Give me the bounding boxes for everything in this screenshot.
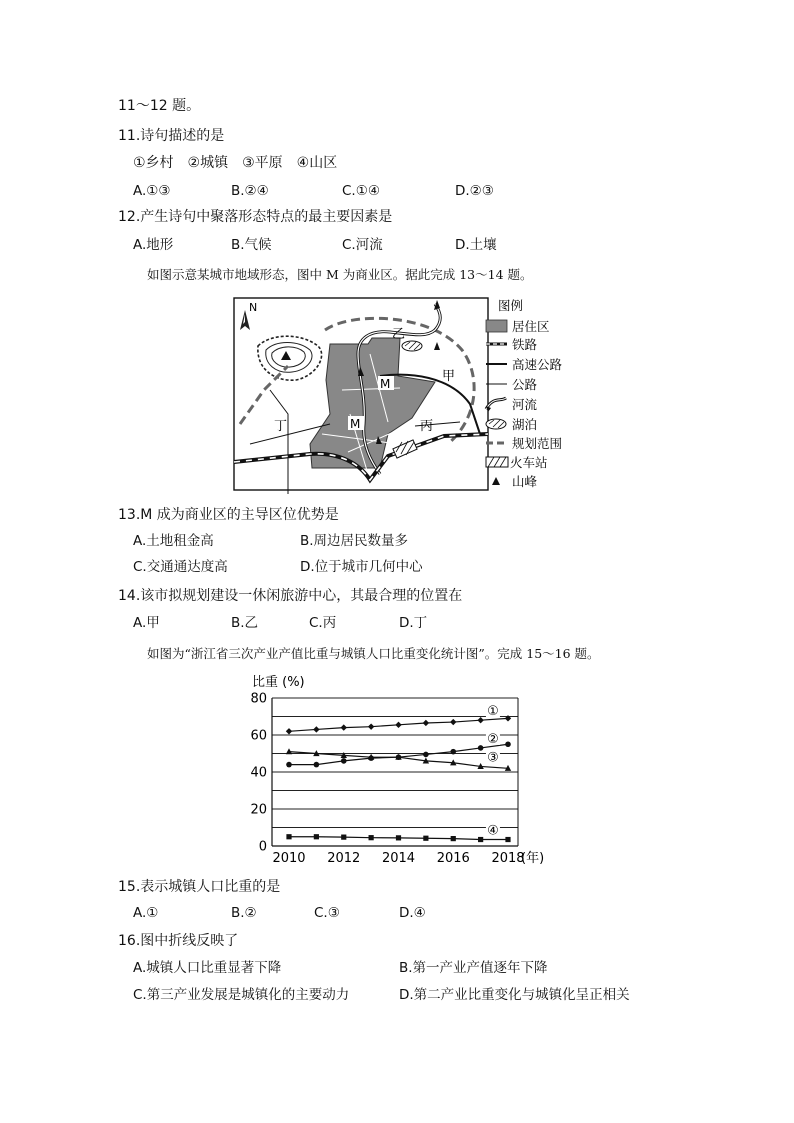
label-m-upper (378, 376, 394, 391)
y-tick-label: 80 (250, 691, 267, 707)
svg-text:铁路: 铁路 (512, 337, 538, 352)
series-label: ② (487, 731, 499, 747)
q11-items: ①乡村 ②城镇 ③平原 ④山区 (133, 155, 338, 171)
svg-text:湖泊: 湖泊 (512, 417, 538, 432)
legend-planning-range (486, 436, 562, 451)
svg-text:山峰: 山峰 (512, 474, 538, 489)
data-point (341, 724, 347, 730)
legend-train-station (486, 455, 548, 470)
x-axis-label: (年) (521, 851, 545, 866)
intro-tail: 11～12 题。 (118, 98, 201, 114)
data-point (450, 749, 456, 755)
legend-river (486, 397, 538, 412)
q11-stem: 11.诗句描述的是 (118, 128, 225, 144)
y-tick-label: 40 (250, 765, 267, 781)
q16-option-b[interactable]: B.第一产业产值逐年下降 (399, 960, 548, 976)
data-point (314, 834, 319, 839)
x-tick-label: 2018 (491, 851, 525, 866)
chart-ylabel: 比重 (%) (252, 675, 305, 690)
q12-option-b[interactable]: B.气候 (231, 237, 272, 253)
line-chart (240, 672, 550, 868)
svg-text:M: M (380, 377, 391, 391)
data-point (395, 722, 401, 728)
chart-intro: 如图为“浙江省三次产业产值比重与城镇人口比重变化统计图”。完成 15～16 题。 (147, 646, 600, 661)
data-point (423, 720, 429, 726)
q13-option-b[interactable]: B.周边居民数量多 (300, 533, 409, 549)
svg-text:居住区: 居住区 (512, 319, 550, 334)
x-tick-label: 2014 (381, 851, 416, 866)
q14-option-c[interactable]: C.丙 (309, 615, 337, 631)
data-point (478, 837, 483, 842)
svg-text:规划范围: 规划范围 (512, 436, 563, 451)
q16-option-a[interactable]: A.城镇人口比重显著下降 (133, 960, 282, 976)
y-tick-label: 0 (258, 839, 267, 855)
q13-option-a[interactable]: A.土地租金高 (133, 533, 214, 549)
legend-expressway (486, 357, 563, 372)
q13-option-c[interactable]: C.交通通达度高 (133, 559, 228, 575)
legend-title: 图例 (498, 298, 524, 313)
q12-option-c[interactable]: C.河流 (342, 237, 383, 253)
q15-option-b[interactable]: B.② (231, 905, 257, 921)
svg-text:高速公路: 高速公路 (512, 357, 563, 372)
legend-residential (486, 319, 550, 334)
legend-peak (492, 474, 538, 489)
q16-option-d[interactable]: D.第二产业比重变化与城镇化呈正相关 (399, 987, 630, 1003)
data-point (341, 758, 347, 764)
q14-option-b[interactable]: B.乙 (231, 615, 259, 631)
city-map (230, 294, 565, 494)
q16-stem: 16.图中折线反映了 (118, 933, 239, 949)
x-tick-label: 2012 (327, 851, 361, 866)
label-yi: 乙 (392, 327, 406, 342)
x-tick-label: 2016 (436, 851, 470, 866)
legend-lake (486, 417, 537, 432)
data-point (286, 728, 292, 734)
q11-option-a[interactable]: A.①③ (133, 183, 171, 199)
x-tick-label: 2010 (272, 851, 306, 866)
q13-stem: 13.M 成为商业区的主导区位优势是 (118, 507, 339, 523)
q14-option-a[interactable]: A.甲 (133, 615, 160, 631)
flow-arrow-icon (434, 342, 440, 350)
legend-railway (486, 337, 538, 352)
series-label: ④ (487, 823, 499, 839)
q12-stem: 12.产生诗句中聚落形态特点的最主要因素是 (118, 209, 393, 225)
data-point (369, 835, 374, 840)
series-label: ③ (487, 750, 499, 766)
q15-option-c[interactable]: C.③ (314, 905, 340, 921)
data-point (478, 745, 484, 751)
data-point (451, 836, 456, 841)
data-point (341, 835, 346, 840)
label-bing: 丙 (420, 419, 434, 434)
data-point (423, 836, 428, 841)
y-tick-label: 20 (250, 802, 267, 818)
q12-option-d[interactable]: D.土壤 (455, 237, 497, 253)
data-point (477, 717, 483, 723)
svg-text:M: M (350, 417, 361, 431)
data-point (450, 719, 456, 725)
q11-option-c[interactable]: C.①④ (342, 183, 380, 199)
train-station-icon (393, 440, 417, 458)
data-point (313, 726, 319, 732)
svg-text:公路: 公路 (512, 377, 538, 392)
q14-stem: 14.该市拟规划建设一休闲旅游中心，其最合理的位置在 (118, 588, 463, 604)
data-point (396, 835, 401, 840)
svg-text:火车站: 火车站 (510, 455, 548, 470)
q11-option-d[interactable]: D.②③ (455, 183, 494, 199)
data-point (505, 741, 511, 747)
label-jia: 甲 (442, 369, 456, 384)
map-intro: 如图示意某城市地域形态，图中 M 为商业区。据此完成 13～14 题。 (147, 267, 533, 282)
y-tick-label: 60 (250, 728, 267, 744)
q16-option-c[interactable]: C.第三产业发展是城镇化的主要动力 (133, 987, 350, 1003)
legend-road (486, 377, 538, 392)
data-point (368, 723, 374, 729)
series-label: ① (487, 704, 499, 720)
q15-option-a[interactable]: A.① (133, 905, 159, 921)
data-point (286, 834, 291, 839)
data-point (286, 762, 292, 768)
q11-option-b[interactable]: B.②④ (231, 183, 269, 199)
q15-stem: 15.表示城镇人口比重的是 (118, 879, 281, 895)
q13-option-d[interactable]: D.位于城市几何中心 (300, 559, 423, 575)
data-point (505, 837, 510, 842)
data-point (423, 752, 429, 758)
north-label: N (249, 301, 258, 314)
data-point (314, 762, 320, 768)
label-m-lower (348, 416, 364, 431)
q12-option-a[interactable]: A.地形 (133, 237, 174, 253)
q14-option-d[interactable]: D.丁 (399, 615, 428, 631)
q15-option-d[interactable]: D.④ (399, 905, 426, 921)
svg-text:河流: 河流 (512, 397, 538, 412)
label-ding: 丁 (274, 419, 288, 434)
